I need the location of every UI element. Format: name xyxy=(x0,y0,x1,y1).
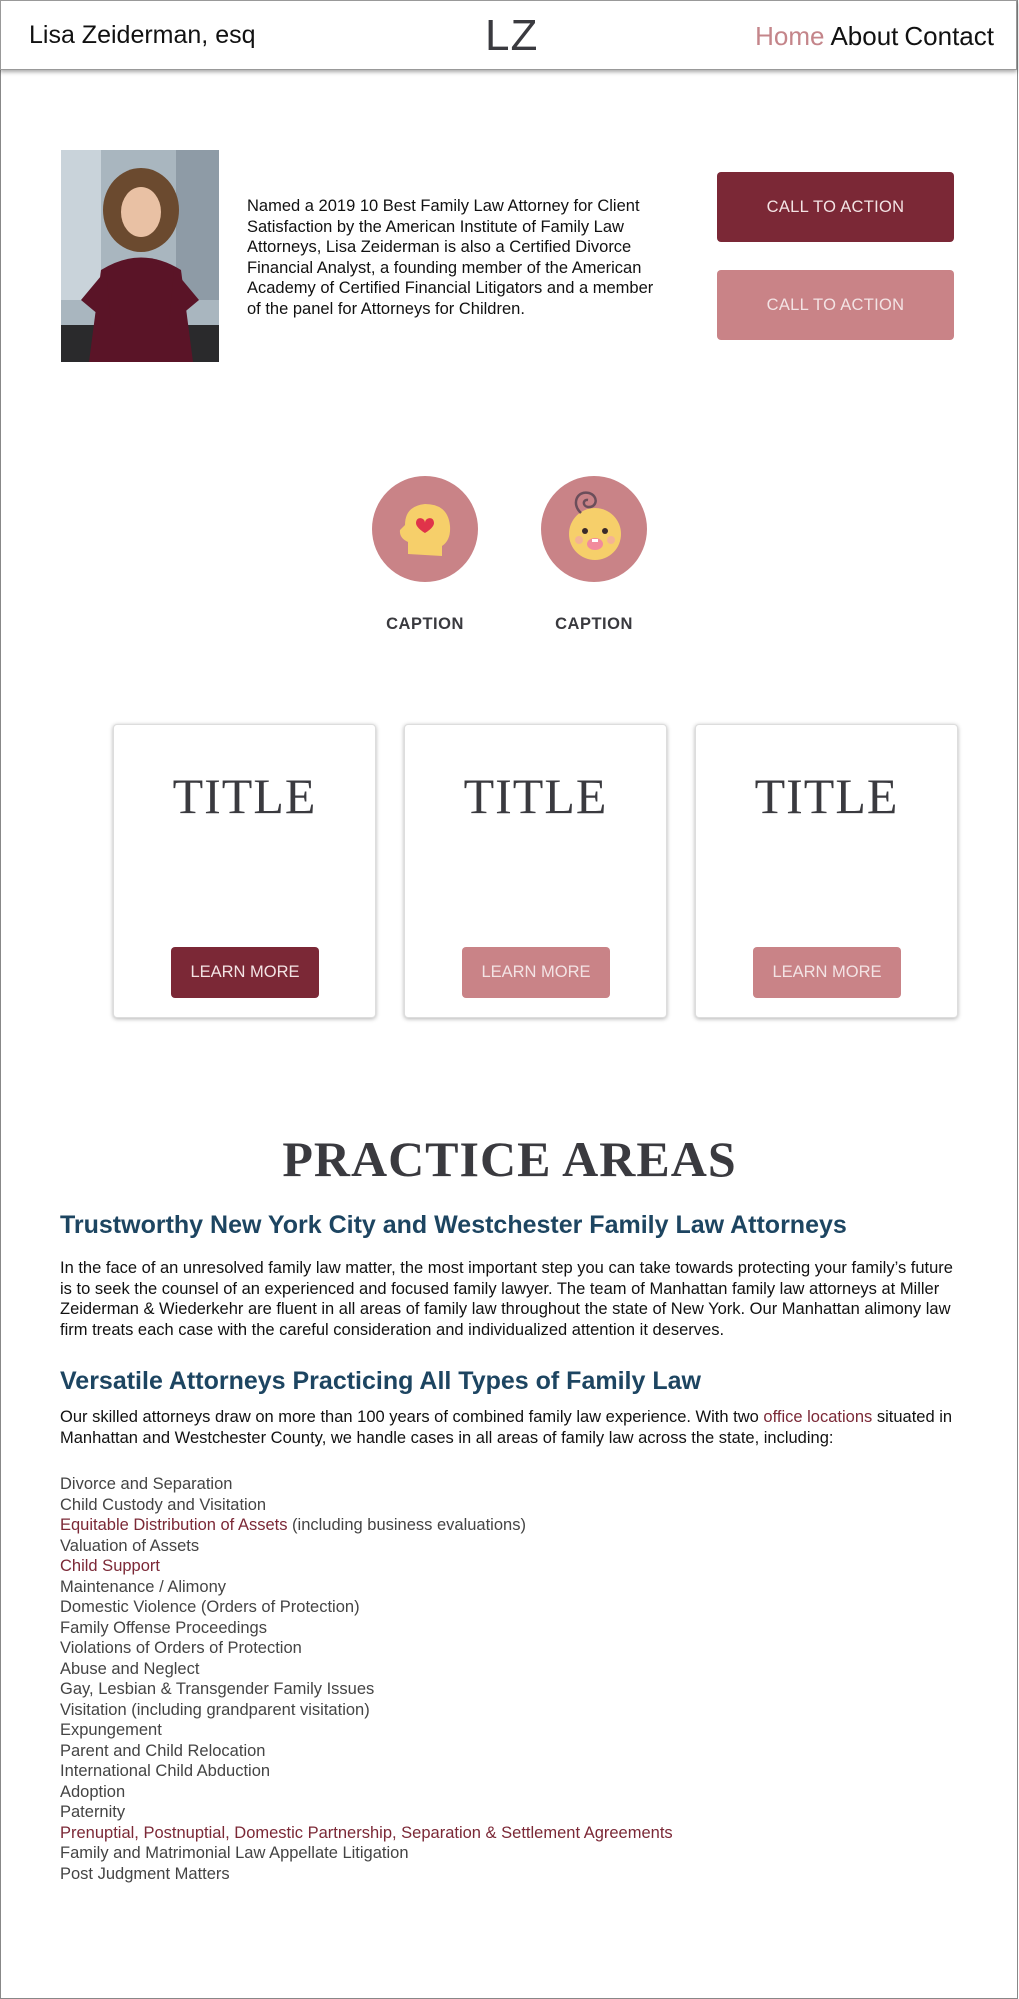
list-item xyxy=(60,1741,673,1762)
list-item-text: Child Custody and Visitation xyxy=(60,1495,267,1514)
card-title: TITLE xyxy=(463,768,608,824)
list-item xyxy=(60,1515,673,1536)
list-item xyxy=(60,1597,673,1618)
child-support-link[interactable]: Child Support xyxy=(60,1557,160,1575)
attorney-bio: Named a 2019 10 Best Family Law Attorney for Client Satisfaction by the American Institute of Family Law Attorneys, Lisa Zeiderman is also a Certified Divorce Financial Analyst, a founding member of the American Academy of Certified Financial Litigators and a member of the panel for Attorneys for Children. xyxy=(247,197,654,318)
list-item-text: Post Judgment Matters xyxy=(60,1864,230,1883)
equitable-distribution-link[interactable]: Equitable Distribution of Assets xyxy=(60,1516,288,1534)
list-item xyxy=(60,1679,673,1700)
paragraph-text: situated in Manhattan and Westchester County, we handle cases in all areas of family law across the state, including: xyxy=(60,1408,953,1447)
list-item xyxy=(60,1782,673,1803)
list-item-text: Parent and Child Relocation xyxy=(60,1741,266,1760)
list-item xyxy=(60,1761,673,1782)
nav-contact[interactable]: Contact xyxy=(904,21,994,51)
feature-caption-1: CAPTION xyxy=(386,615,464,633)
list-item xyxy=(60,1843,673,1864)
list-item xyxy=(60,1802,673,1823)
nav-about[interactable]: About xyxy=(830,21,899,51)
list-item-text: Gay, Lesbian & Transgender Family Issues xyxy=(60,1680,375,1698)
list-item-text: International Child Abduction xyxy=(60,1762,271,1780)
list-item-text: Violations of Orders of Protection xyxy=(60,1639,302,1657)
paragraph-text: Our skilled attorneys draw on more than 100 years of combined family law experience. With two xyxy=(60,1408,764,1426)
list-item xyxy=(60,1638,673,1659)
info-card-1 xyxy=(113,724,376,1018)
list-item-text: Valuation of Assets xyxy=(60,1536,200,1555)
practice-subhead-2: Versatile Attorneys Practicing All Types of Family Law xyxy=(60,1367,701,1395)
list-item xyxy=(60,1700,673,1721)
practice-paragraph-1: In the face of an unresolved family law matter, the most important step you can take towards protecting your family’s future is to seek the counsel of an experienced and focused family lawyer. The team of Manhattan family law attorneys at Miller Zeiderman & Wiederkehr are fluent in all areas of family law throughout the state of New York. Our Manhattan alimony law firm treats each case with the careful consideration and individualized attention it deserves. xyxy=(60,1259,953,1339)
list-item xyxy=(60,1577,673,1598)
list-item xyxy=(60,1864,673,1885)
agreements-link[interactable]: Prenuptial, Postnuptial, Domestic Partnership, Separation & Settlement Agreements xyxy=(60,1823,673,1842)
card-title: TITLE xyxy=(754,768,899,824)
list-item-text: Abuse and Neglect xyxy=(60,1659,200,1678)
call-to-action-secondary-button[interactable]: CALL TO ACTION xyxy=(717,270,954,340)
attorney-portrait xyxy=(61,150,219,362)
list-item xyxy=(60,1720,673,1741)
baby-face-icon[interactable] xyxy=(541,476,647,582)
feature-caption-2: CAPTION xyxy=(555,615,633,633)
list-item xyxy=(60,1659,673,1680)
list-item-text: Expungement xyxy=(60,1721,162,1739)
list-item-text: Family Offense Proceedings xyxy=(60,1618,267,1637)
main-nav xyxy=(755,21,994,52)
list-item-text: Maintenance / Alimony xyxy=(60,1577,227,1596)
practice-subhead-1: Trustworthy New York City and Westchester Family Law Attorneys xyxy=(60,1211,847,1239)
practice-areas-list xyxy=(60,1474,673,1884)
learn-more-button[interactable]: LEARN MORE xyxy=(462,947,610,998)
info-card-2 xyxy=(404,724,667,1018)
list-item xyxy=(60,1556,673,1577)
list-item-text: Paternity xyxy=(60,1803,126,1821)
nav-home[interactable]: Home xyxy=(755,21,825,51)
call-to-action-primary-button[interactable]: CALL TO ACTION xyxy=(717,172,954,242)
head-heart-icon[interactable] xyxy=(372,476,478,582)
office-locations-link[interactable]: office locations xyxy=(763,1408,873,1426)
list-item xyxy=(60,1474,673,1495)
site-logo[interactable]: LZ xyxy=(485,11,539,60)
list-item-text: Domestic Violence (Orders of Protection) xyxy=(60,1598,360,1616)
list-item-text: Visitation (including grandparent visitation) xyxy=(60,1700,370,1719)
list-item-text: Adoption xyxy=(60,1782,126,1801)
card-title: TITLE xyxy=(172,768,317,824)
practice-areas-title: PRACTICE AREAS xyxy=(282,1131,737,1187)
list-item-text: Family and Matrimonial Law Appellate Litigation xyxy=(60,1844,409,1862)
list-item xyxy=(60,1618,673,1639)
site-header xyxy=(0,0,1017,70)
brand-name[interactable]: Lisa Zeiderman, esq xyxy=(29,21,256,49)
list-item xyxy=(60,1495,673,1516)
list-item xyxy=(60,1823,673,1844)
info-card-3 xyxy=(695,724,958,1018)
practice-paragraph-2 xyxy=(60,1407,960,1448)
list-item-note: (including business evaluations) xyxy=(287,1516,526,1534)
learn-more-button[interactable]: LEARN MORE xyxy=(171,947,319,998)
list-item xyxy=(60,1536,673,1557)
list-item-text: Divorce and Separation xyxy=(60,1475,233,1493)
learn-more-button[interactable]: LEARN MORE xyxy=(753,947,901,998)
